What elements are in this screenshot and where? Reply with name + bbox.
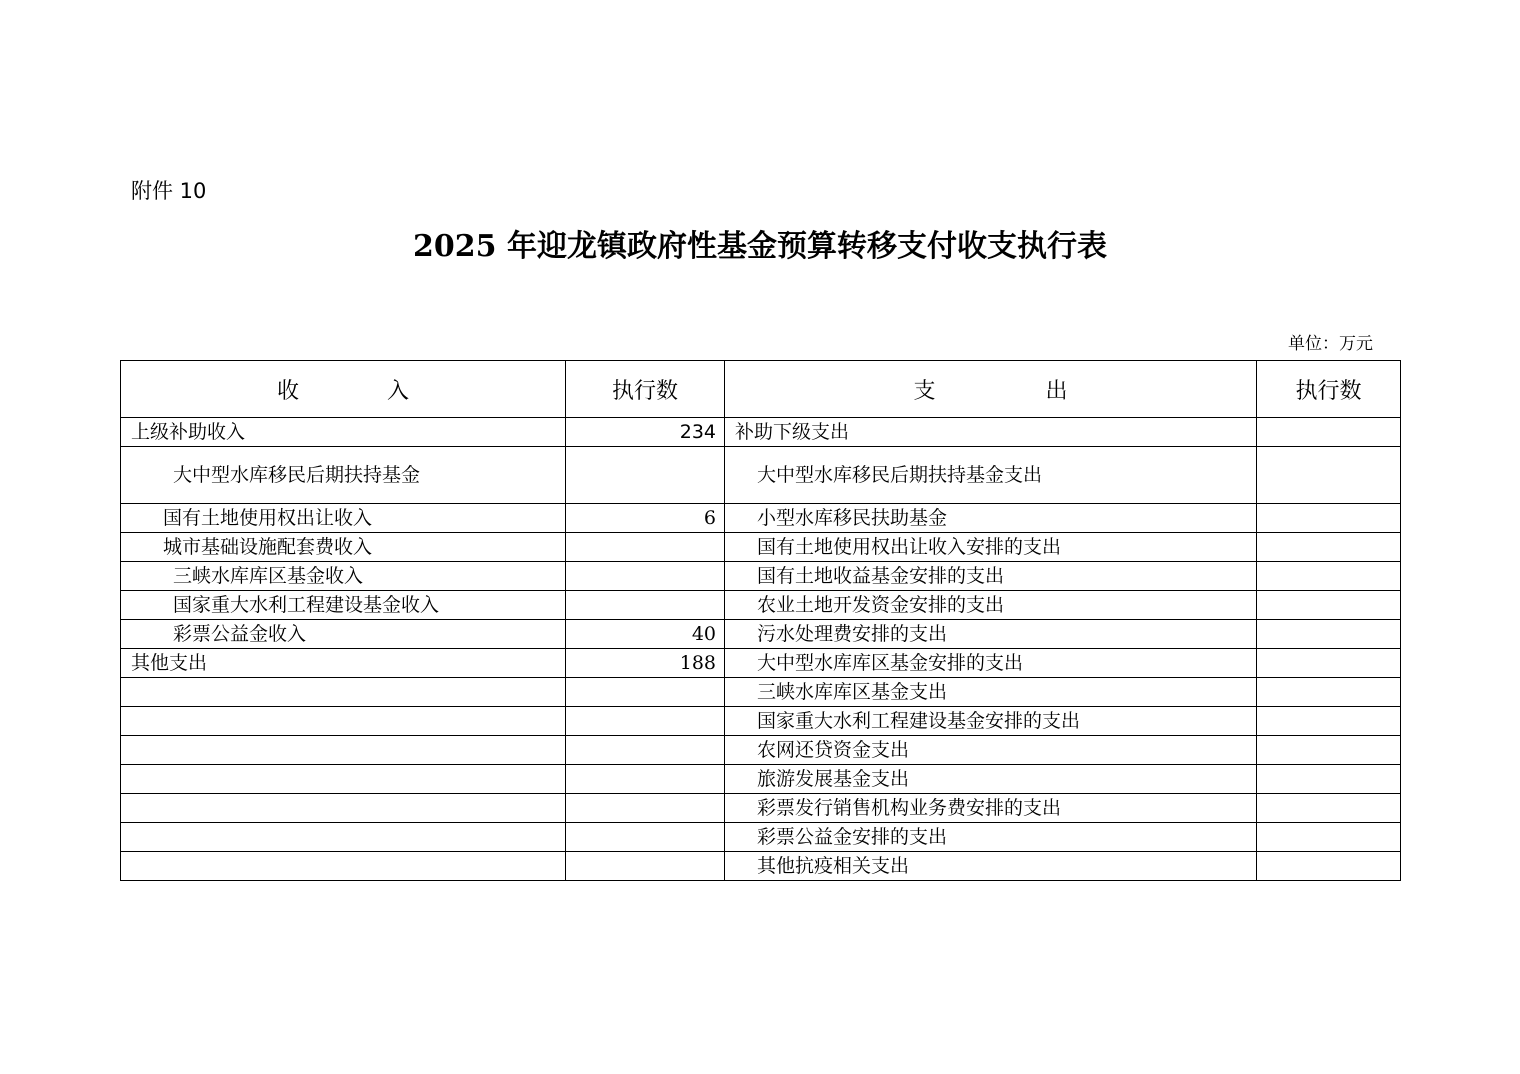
table-row xyxy=(121,418,1401,447)
income-amount-cell xyxy=(566,447,725,504)
expense-cell: 彩票发行销售机构业务费安排的支出 xyxy=(725,794,1257,823)
income-amount-cell: 234 xyxy=(566,418,725,447)
expense-cell: 三峡水库库区基金支出 xyxy=(725,678,1257,707)
expense-amount-cell xyxy=(1257,794,1401,823)
expense-cell: 补助下级支出 xyxy=(725,418,1257,447)
table-row xyxy=(121,591,1401,620)
expense-cell: 农业土地开发资金安排的支出 xyxy=(725,591,1257,620)
expense-cell: 彩票公益金安排的支出 xyxy=(725,823,1257,852)
table-row xyxy=(121,504,1401,533)
table-row xyxy=(121,794,1401,823)
income-amount-cell xyxy=(566,533,725,562)
income-amount-cell xyxy=(566,823,725,852)
table-row xyxy=(121,562,1401,591)
income-cell xyxy=(121,736,566,765)
table-row xyxy=(121,852,1401,881)
table-row xyxy=(121,765,1401,794)
table-row xyxy=(121,707,1401,736)
expense-amount-cell xyxy=(1257,591,1401,620)
expense-cell: 污水处理费安排的支出 xyxy=(725,620,1257,649)
expense-cell: 国有土地收益基金安排的支出 xyxy=(725,562,1257,591)
attachment-label: 附件 10 xyxy=(131,179,207,203)
income-amount-cell xyxy=(566,591,725,620)
expense-cell: 国有土地使用权出让收入安排的支出 xyxy=(725,533,1257,562)
table-row xyxy=(121,533,1401,562)
expense-amount-cell xyxy=(1257,707,1401,736)
income-cell xyxy=(121,794,566,823)
expense-amount-cell xyxy=(1257,678,1401,707)
page-title: 2025 年迎龙镇政府性基金预算转移支付收支执行表 xyxy=(413,229,1107,264)
income-cell xyxy=(121,765,566,794)
income-amount-cell xyxy=(566,852,725,881)
income-amount-cell xyxy=(566,765,725,794)
income-cell xyxy=(121,852,566,881)
expense-amount-cell xyxy=(1257,736,1401,765)
expense-amount-cell xyxy=(1257,765,1401,794)
header-expense xyxy=(725,361,1257,418)
expense-cell: 国家重大水利工程建设基金安排的支出 xyxy=(725,707,1257,736)
expense-amount-cell xyxy=(1257,562,1401,591)
header-income-amount: 执行数 xyxy=(566,361,725,418)
unit-label: 单位：万元 xyxy=(1288,334,1373,354)
expense-amount-cell xyxy=(1257,533,1401,562)
income-cell xyxy=(121,707,566,736)
expense-cell: 农网还贷资金支出 xyxy=(725,736,1257,765)
expense-cell: 小型水库移民扶助基金 xyxy=(725,504,1257,533)
expense-cell: 旅游发展基金支出 xyxy=(725,765,1257,794)
budget-table xyxy=(120,360,1401,881)
income-cell: 大中型水库移民后期扶持基金 xyxy=(121,447,566,504)
table-row xyxy=(121,823,1401,852)
income-cell xyxy=(121,678,566,707)
expense-cell: 其他抗疫相关支出 xyxy=(725,852,1257,881)
table-row xyxy=(121,620,1401,649)
income-cell: 上级补助收入 xyxy=(121,418,566,447)
table-row xyxy=(121,447,1401,504)
table-row xyxy=(121,678,1401,707)
income-cell: 三峡水库库区基金收入 xyxy=(121,562,566,591)
expense-cell: 大中型水库库区基金安排的支出 xyxy=(725,649,1257,678)
expense-amount-cell xyxy=(1257,649,1401,678)
table-row xyxy=(121,736,1401,765)
header-income-a: 收 xyxy=(276,378,299,404)
expense-amount-cell xyxy=(1257,504,1401,533)
income-cell: 国家重大水利工程建设基金收入 xyxy=(121,591,566,620)
expense-cell: 大中型水库移民后期扶持基金支出 xyxy=(725,447,1257,504)
expense-amount-cell xyxy=(1257,852,1401,881)
header-income-b: 入 xyxy=(387,378,410,404)
expense-amount-cell xyxy=(1257,620,1401,649)
header-expense-b: 出 xyxy=(1045,378,1068,404)
header-expense-a: 支 xyxy=(913,378,936,404)
income-cell: 国有土地使用权出让收入 xyxy=(121,504,566,533)
income-cell: 彩票公益金收入 xyxy=(121,620,566,649)
header-income xyxy=(121,361,566,418)
income-amount-cell xyxy=(566,562,725,591)
income-amount-cell xyxy=(566,678,725,707)
income-amount-cell xyxy=(566,736,725,765)
income-amount-cell xyxy=(566,794,725,823)
table-header-row xyxy=(121,361,1401,418)
income-cell: 其他支出 xyxy=(121,649,566,678)
table-row xyxy=(121,649,1401,678)
income-cell xyxy=(121,823,566,852)
expense-amount-cell xyxy=(1257,418,1401,447)
income-amount-cell: 188 xyxy=(566,649,725,678)
income-amount-cell: 6 xyxy=(566,504,725,533)
expense-amount-cell xyxy=(1257,823,1401,852)
expense-amount-cell xyxy=(1257,447,1401,504)
income-amount-cell xyxy=(566,707,725,736)
income-amount-cell: 40 xyxy=(566,620,725,649)
header-expense-amount: 执行数 xyxy=(1257,361,1401,418)
income-cell: 城市基础设施配套费收入 xyxy=(121,533,566,562)
